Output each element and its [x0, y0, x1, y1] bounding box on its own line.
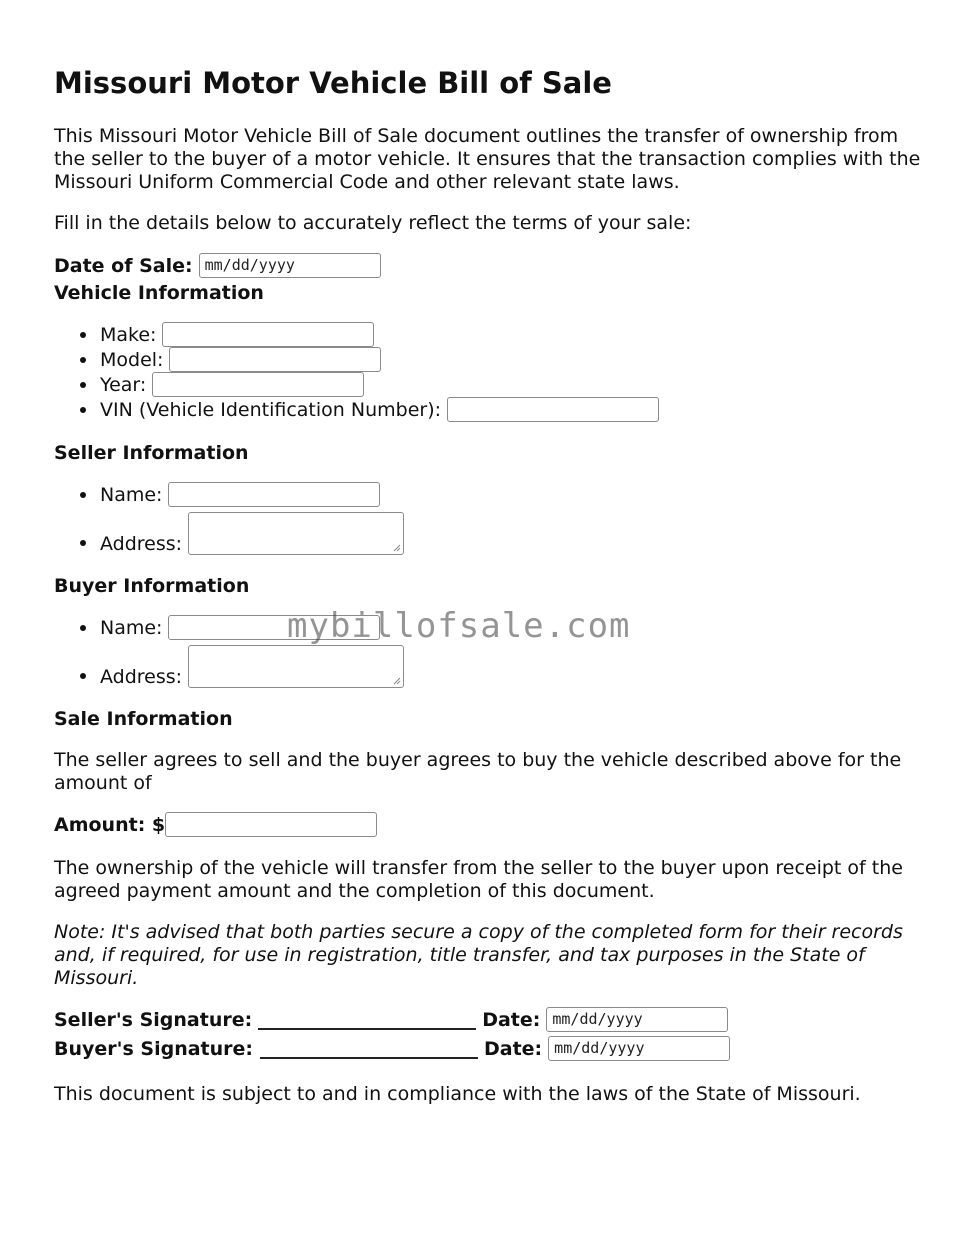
sale-heading: Sale Information — [54, 708, 233, 730]
make-input[interactable] — [162, 322, 374, 347]
buyer-signature-row — [54, 1036, 730, 1061]
page-title: Missouri Motor Vehicle Bill of Sale — [54, 66, 612, 100]
buyer-date-label: Date: — [484, 1037, 543, 1060]
model-input[interactable] — [169, 347, 381, 372]
resize-grip-icon[interactable] — [393, 544, 401, 552]
buyer-signature-line[interactable] — [260, 1039, 478, 1059]
seller-list — [54, 482, 404, 555]
buyer-date-input[interactable]: mm/dd/yyyy — [548, 1036, 730, 1061]
vehicle-heading: Vehicle Information — [54, 282, 264, 304]
bullet-icon — [80, 540, 86, 546]
year-label: Year: — [100, 373, 147, 396]
bullet-icon — [80, 357, 86, 363]
bullet-icon — [80, 332, 86, 338]
list-item — [54, 615, 404, 640]
amount-label: Amount: $ — [54, 813, 166, 836]
vin-label: VIN (Vehicle Identification Number): — [100, 398, 442, 421]
bullet-icon — [80, 673, 86, 679]
buyer-name-input[interactable] — [168, 615, 380, 640]
buyer-address-label: Address: — [100, 666, 183, 688]
seller-heading: Seller Information — [54, 442, 249, 464]
bullet-icon — [80, 382, 86, 388]
year-input[interactable] — [152, 372, 364, 397]
seller-name-label: Name: — [100, 483, 163, 506]
date-of-sale-row — [54, 253, 381, 278]
list-item — [54, 640, 404, 688]
sale-text: The seller agrees to sell and the buyer agrees to buy the vehicle described above for the amount of — [54, 749, 902, 794]
seller-date-input[interactable]: mm/dd/yyyy — [546, 1007, 728, 1032]
bullet-icon — [80, 625, 86, 631]
seller-date-label: Date: — [482, 1008, 541, 1031]
list-item — [54, 372, 659, 397]
transfer-text: The ownership of the vehicle will transfer from the seller to the buyer upon receipt of the agreed payment amount and the completion of this document. — [54, 857, 903, 902]
list-item — [54, 507, 404, 555]
note-text: Note: It's advised that both parties secure a copy of the completed form for their records and, if required, for use in registration, title transfer, and tax purposes in the State of Missouri. — [54, 921, 903, 989]
seller-address-input[interactable] — [188, 512, 404, 555]
list-item — [54, 347, 659, 372]
list-item — [54, 322, 659, 347]
footer-text: This document is subject to and in compliance with the laws of the State of Missouri. — [54, 1083, 861, 1105]
buyer-signature-label: Buyer's Signature: — [54, 1037, 253, 1060]
date-of-sale-input[interactable]: mm/dd/yyyy — [199, 253, 381, 278]
seller-signature-row — [54, 1007, 728, 1032]
vin-input[interactable] — [447, 397, 659, 422]
make-label: Make: — [100, 323, 157, 346]
amount-input[interactable] — [165, 812, 377, 837]
buyer-list — [54, 615, 404, 688]
instruction-text: Fill in the details below to accurately reflect the terms of your sale: — [54, 212, 692, 234]
seller-signature-line[interactable] — [258, 1010, 476, 1030]
seller-signature-label: Seller's Signature: — [54, 1008, 253, 1031]
model-label: Model: — [100, 348, 164, 371]
resize-grip-icon[interactable] — [393, 677, 401, 685]
bullet-icon — [80, 407, 86, 413]
date-of-sale-label: Date of Sale: — [54, 254, 193, 277]
list-item — [54, 482, 404, 507]
buyer-address-input[interactable] — [188, 645, 404, 688]
buyer-name-label: Name: — [100, 616, 163, 639]
intro-paragraph: This Missouri Motor Vehicle Bill of Sale document outlines the transfer of ownership from the seller to the buyer of a motor vehicle. It ensures that the transaction complies with the Missouri Uniform Commercial Code and other relevant state laws. — [54, 125, 921, 193]
vehicle-list — [54, 322, 659, 422]
buyer-heading: Buyer Information — [54, 575, 250, 597]
seller-address-label: Address: — [100, 533, 183, 555]
list-item — [54, 397, 659, 422]
amount-row — [54, 812, 377, 837]
watermark: mybillofsale.com — [287, 606, 631, 646]
bullet-icon — [80, 492, 86, 498]
seller-name-input[interactable] — [168, 482, 380, 507]
